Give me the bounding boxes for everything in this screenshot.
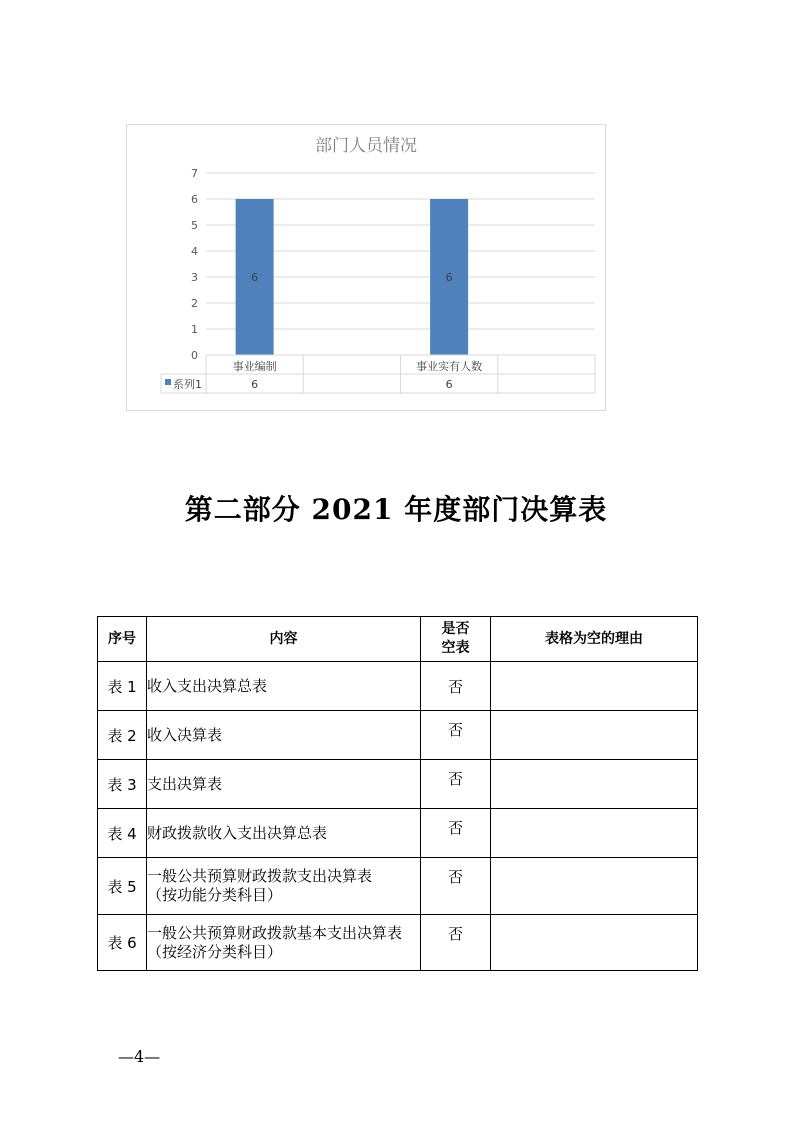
section-title: 第二部分 2021 年度部门决算表 bbox=[184, 493, 608, 526]
row-content: 支出决算表 bbox=[147, 760, 421, 809]
y-tick-label: 4 bbox=[191, 245, 198, 258]
row-empty: 否 bbox=[421, 858, 491, 915]
x-category-label: 事业实有人数 bbox=[416, 360, 483, 373]
row-reason bbox=[491, 711, 698, 760]
row-reason bbox=[491, 662, 698, 711]
row-content: 财政拨款收入支出决算总表 bbox=[147, 809, 421, 858]
staff-chart-svg bbox=[127, 125, 605, 410]
table-row bbox=[98, 662, 698, 711]
row-content-line1: 一般公共预算财政拨款基本支出决算表 bbox=[147, 923, 403, 942]
y-tick-label: 0 bbox=[191, 349, 198, 362]
table-header-row bbox=[98, 617, 698, 662]
row-content-line2: （按经济分类科目） bbox=[147, 942, 283, 961]
row-reason bbox=[491, 915, 698, 971]
row-reason bbox=[491, 760, 698, 809]
page-number: —4— bbox=[118, 1047, 161, 1066]
row-content-line1: 一般公共预算财政拨款支出决算表 bbox=[147, 867, 373, 885]
header-content: 内容 bbox=[147, 617, 421, 662]
row-seq: 表 3 bbox=[98, 760, 147, 809]
row-empty: 否 bbox=[421, 760, 491, 809]
data-table-value: 6 bbox=[251, 378, 259, 391]
row-reason bbox=[491, 809, 698, 858]
y-tick-label: 3 bbox=[191, 271, 198, 284]
row-empty: 否 bbox=[421, 662, 491, 711]
table-row bbox=[98, 760, 698, 809]
report-list-table bbox=[97, 616, 698, 971]
row-content bbox=[147, 858, 421, 915]
data-table-value: 6 bbox=[445, 378, 453, 391]
row-seq: 表 5 bbox=[98, 858, 147, 915]
row-empty: 否 bbox=[421, 711, 491, 760]
y-tick-label: 1 bbox=[191, 323, 198, 336]
row-empty: 否 bbox=[421, 915, 491, 971]
legend-series-name: 系列1 bbox=[173, 378, 202, 391]
header-seq: 序号 bbox=[98, 617, 147, 662]
row-reason bbox=[491, 858, 698, 915]
table-row bbox=[98, 809, 698, 858]
header-reason: 表格为空的理由 bbox=[491, 617, 698, 662]
y-tick-label: 7 bbox=[191, 167, 198, 180]
row-content-line2: （按功能分类科目） bbox=[147, 886, 283, 904]
table-row bbox=[98, 711, 698, 760]
data-label: 6 bbox=[251, 271, 259, 284]
table-row bbox=[98, 858, 698, 915]
row-seq: 表 6 bbox=[98, 915, 147, 971]
y-tick-label: 6 bbox=[191, 193, 198, 206]
y-tick-label: 5 bbox=[191, 219, 198, 232]
row-content bbox=[147, 915, 421, 971]
row-seq: 表 2 bbox=[98, 711, 147, 760]
data-label: 6 bbox=[445, 271, 453, 284]
header-empty bbox=[421, 617, 491, 662]
x-category-label: 事业编制 bbox=[232, 360, 277, 373]
header-empty-line1: 是否 bbox=[441, 621, 470, 637]
header-empty-line2: 空表 bbox=[441, 640, 470, 656]
row-seq: 表 4 bbox=[98, 809, 147, 858]
y-tick-label: 2 bbox=[191, 297, 198, 310]
chart-title: 部门人员情况 bbox=[315, 136, 417, 156]
row-seq: 表 1 bbox=[98, 662, 147, 711]
staff-chart bbox=[126, 124, 606, 411]
table-row bbox=[98, 915, 698, 971]
legend-key bbox=[165, 379, 171, 385]
row-content: 收入决算表 bbox=[147, 711, 421, 760]
row-content: 收入支出决算总表 bbox=[147, 662, 421, 711]
row-empty: 否 bbox=[421, 809, 491, 858]
